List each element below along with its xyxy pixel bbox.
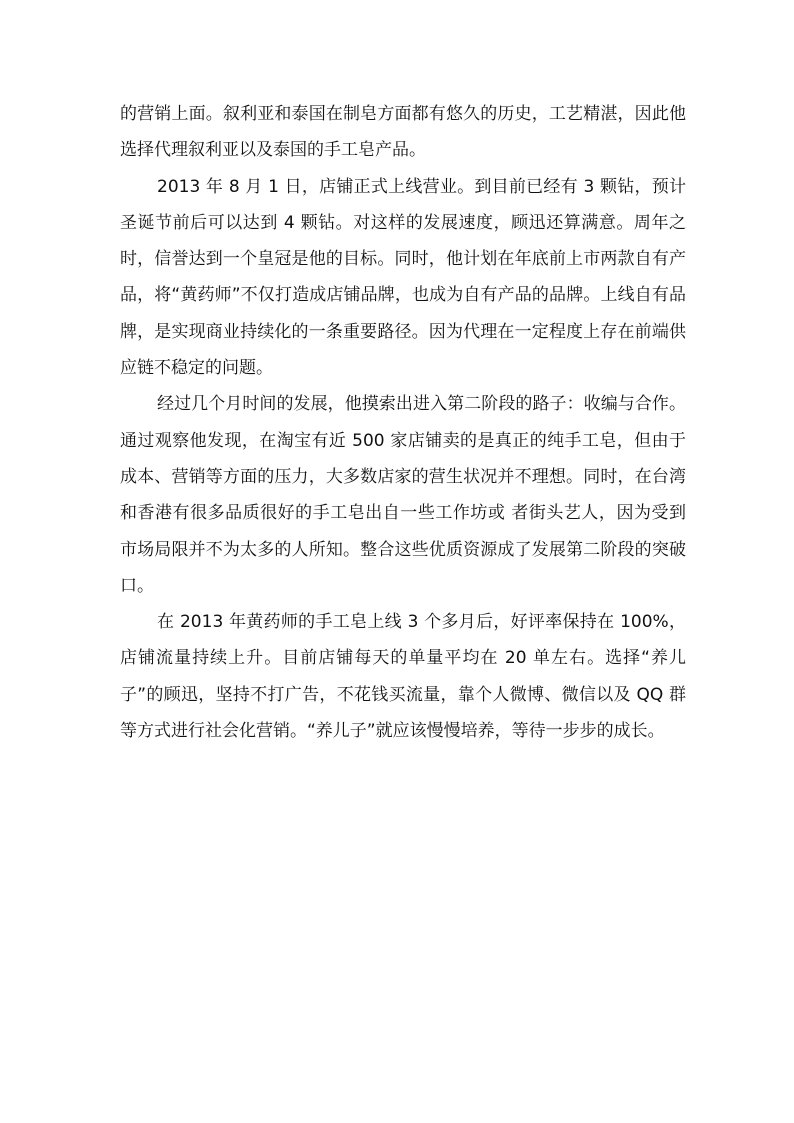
paragraph-1: 的营销上面。叙利亚和泰国在制皂方面都有悠久的历史，工艺精湛，因此他选择代理叙利亚以及泰国的手工皂产品。 xyxy=(120,104,686,161)
paragraph-3: 经过几个月时间的发展，他摸索出进入第二阶段的路子：收编与合作。通过观察他发现，在淘宝有近 500 家店铺卖的是真正的纯手工皂，但由于成本、营销等方面的压力，大多数店家的营生状况并不理想。同时，在台湾和香港有很多品质很好的手工皂出自一些工作坊或 者街头艺人，因为受到市场局限并不为太多的人所知。整合这些优质资源成了发展第二阶段的突破口。 xyxy=(120,394,686,596)
document-body xyxy=(120,96,686,749)
paragraph-4: 在 2013 年黄药师的手工皂上线 3 个多月后，好评率保持在 100%，店铺流量持续上升。目前店铺每天的单量平均在 20 单左右。选择“养儿子”的顾迅，坚持不打广告，不花钱买流量，靠个人微博、微信以及 QQ 群等方式进行社会化营销。“养儿子”就应该慢慢培养，等待一步步的成长。 xyxy=(120,612,686,742)
paragraph-2: 2013 年 8 月 1 日，店铺正式上线营业。到目前已经有 3 颗钻，预计圣诞节前后可以达到 4 颗钻。对这样的发展速度，顾迅还算满意。周年之时，信誉达到一个皇冠是他的目标。同时，他计划在年底前上市两款自有产品，将“黄药师”不仅打造成店铺品牌，也成为自有产品的品牌。上线自有品牌，是实现商业持续化的一条重要路径。因为代理在一定程度上存在前端供应链不稳定的问题。 xyxy=(120,176,686,379)
